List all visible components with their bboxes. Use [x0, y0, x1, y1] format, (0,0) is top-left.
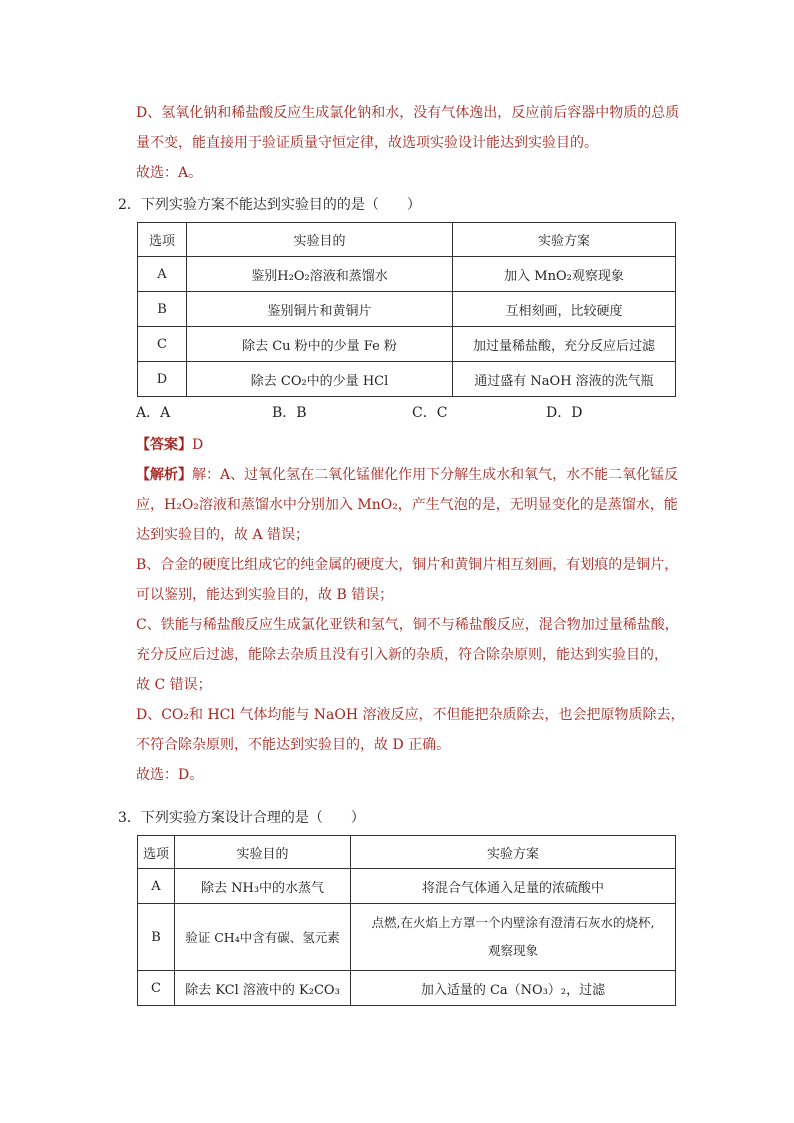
q2-question: 2．下列实验方案不能达到实验目的的是（ ）: [118, 197, 421, 213]
analysis-line: 可以鉴别，能达到实验目的，故 B 错误；: [136, 587, 394, 603]
q1-line: 量不变，能直接用于验证质量守恒定律，故选项实验设计能达到实验目的。: [136, 135, 598, 151]
q3-question: 3．下列实验方案设计合理的是（ ）: [118, 810, 365, 826]
plan-cell: [351, 971, 676, 1006]
plan-cell: 加入 MnO₂观察现象: [453, 257, 676, 292]
option-d: D．D: [546, 405, 583, 421]
header-cell: 选项: [138, 836, 175, 869]
analysis-line: B、合金的硬度比组成它的纯金属的硬度大，铜片和黄铜片相互刻画，有划痕的是铜片，: [136, 557, 679, 573]
q1-line: D、氢氧化钠和稀盐酸反应生成氯化钠和水，没有气体逸出，反应前后容器中物质的总质: [136, 105, 680, 121]
plan-cell: 通过盛有 NaOH 溶液的洗气瓶: [453, 362, 676, 397]
header-cell: 实验方案: [453, 223, 676, 257]
answer-tag: 【答案】: [136, 437, 192, 453]
q2-options: [136, 398, 696, 428]
goal-cell: 除去 KCl 溶液中的 K₂CO₃: [175, 971, 351, 1006]
analysis-line: 故 C 错误；: [136, 677, 212, 693]
plan-text: 点燃,在火焰上方罩一个内壁涂有澄清石灰水的烧杯,: [371, 915, 655, 930]
q2-table: [137, 222, 676, 397]
table-row: [138, 869, 676, 904]
option-cell: D: [138, 362, 187, 397]
option-c: C．C: [412, 405, 448, 421]
goal-cell: 除去 CO₂中的少量 HCl: [187, 362, 453, 397]
table-row: [138, 327, 676, 362]
option-cell: C: [138, 971, 175, 1006]
analysis-line: 不符合除杂原则，不能达到实验目的，故 D 正确。: [136, 737, 451, 753]
q2-analysis: [136, 460, 685, 790]
plan-cell: [351, 869, 676, 904]
header-cell: 实验方案: [351, 836, 676, 869]
goal-cell: 鉴别铜片和黄铜片: [187, 292, 453, 327]
answer-value: D: [192, 437, 204, 453]
table-row: [138, 292, 676, 327]
option-cell: B: [138, 292, 187, 327]
analysis-line: C、铁能与稀盐酸反应生成氯化亚铁和氢气，铜不与稀盐酸反应，混合物加过量稀盐酸，: [136, 617, 679, 633]
q1-analysis-tail: [136, 98, 680, 188]
q3-table: [137, 835, 676, 1006]
header-cell: 实验目的: [175, 836, 351, 869]
goal-cell: 除去 NH₃中的水蒸气: [175, 869, 351, 904]
table-row: [138, 971, 676, 1006]
header-cell: 选项: [138, 223, 187, 257]
option-a: A．A: [136, 405, 171, 421]
analysis-line: 应，H₂O₂溶液和蒸馏水中分别加入 MnO₂，产生气泡的是，无明显变化的是蒸馏水，能: [136, 497, 678, 513]
analysis-line: 充分反应后过滤，能除去杂质且没有引入新的杂质，符合除杂原则，能达到实验目的，: [136, 647, 668, 663]
plan-text: 观察现象: [487, 943, 538, 958]
table-header-row: [138, 836, 676, 869]
table-row: [138, 257, 676, 292]
analysis-tag: 【解析】: [136, 467, 192, 483]
table-row: [138, 362, 676, 397]
option-cell: A: [138, 257, 187, 292]
option-cell: C: [138, 327, 187, 362]
analysis-line: 达到实验目的，故 A 错误；: [136, 527, 310, 543]
analysis-line: 解：A、过氧化氢在二氧化锰催化作用下分解生成水和氧气，水不能二氧化锰反: [192, 467, 679, 483]
goal-cell: 验证 CH₄中含有碳、氢元素: [175, 904, 351, 971]
option-b: B．B: [272, 405, 307, 421]
plan-cell: 加过量稀盐酸，充分反应后过滤: [453, 327, 676, 362]
table-header-row: [138, 223, 676, 257]
plan-text: 加入适量的 Ca（NO₃）₂，过滤: [420, 982, 606, 998]
analysis-line: D、CO₂和 HCl 气体均能与 NaOH 溶液反应，不但能把杂质除去，也会把原物质除去，: [136, 707, 685, 723]
analysis-line: 故选：D。: [136, 767, 204, 783]
option-cell: B: [138, 904, 175, 971]
goal-cell: 鉴别H₂O₂溶液和蒸馏水: [187, 257, 453, 292]
plan-text: 将混合气体通入足量的浓硫酸中: [421, 880, 604, 896]
plan-cell: [351, 904, 676, 971]
header-cell: 实验目的: [187, 223, 453, 257]
q1-line: 故选：A。: [136, 165, 203, 181]
plan-cell: 互相刻画，比较硬度: [453, 292, 676, 327]
q2-answer: [136, 430, 676, 460]
goal-cell: 除去 Cu 粉中的少量 Fe 粉: [187, 327, 453, 362]
option-cell: A: [138, 869, 175, 904]
table-row: [138, 904, 676, 971]
